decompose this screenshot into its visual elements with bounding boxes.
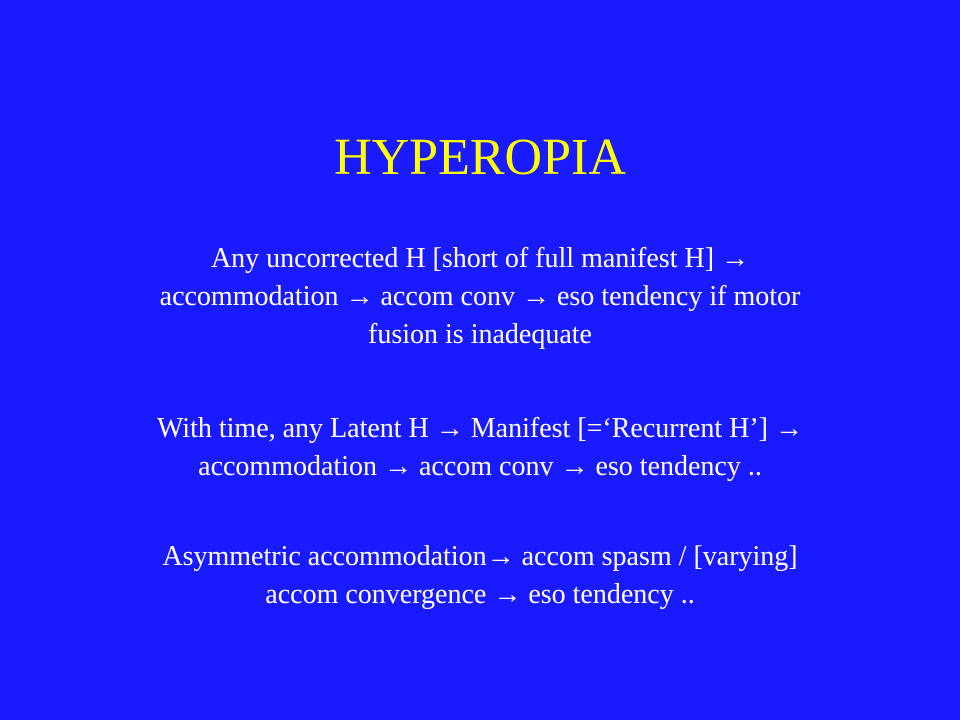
paragraph-line: fusion is inadequate (368, 319, 592, 350)
paragraph-line: Any uncorrected H [short of full manifest H] → (210, 243, 750, 274)
paragraph-line: accommodation → accom conv → eso tendency if motor (159, 281, 801, 312)
paragraph-line: With time, any Latent H → Manifest [=‘Recurrent H’] → (156, 413, 804, 444)
paragraph-asymmetric-accommodation (60, 538, 900, 614)
paragraph-latent-hyperopia (60, 410, 900, 486)
paragraph-line: Asymmetric accommodation→ accom spasm / [varying] (162, 541, 798, 572)
paragraph-uncorrected-hyperopia (60, 240, 900, 354)
slide-title: HYPEROPIA (334, 129, 626, 186)
paragraph-line: accommodation → accom conv → eso tendency .. (198, 451, 762, 482)
paragraph-line: accom convergence → eso tendency .. (265, 579, 695, 610)
